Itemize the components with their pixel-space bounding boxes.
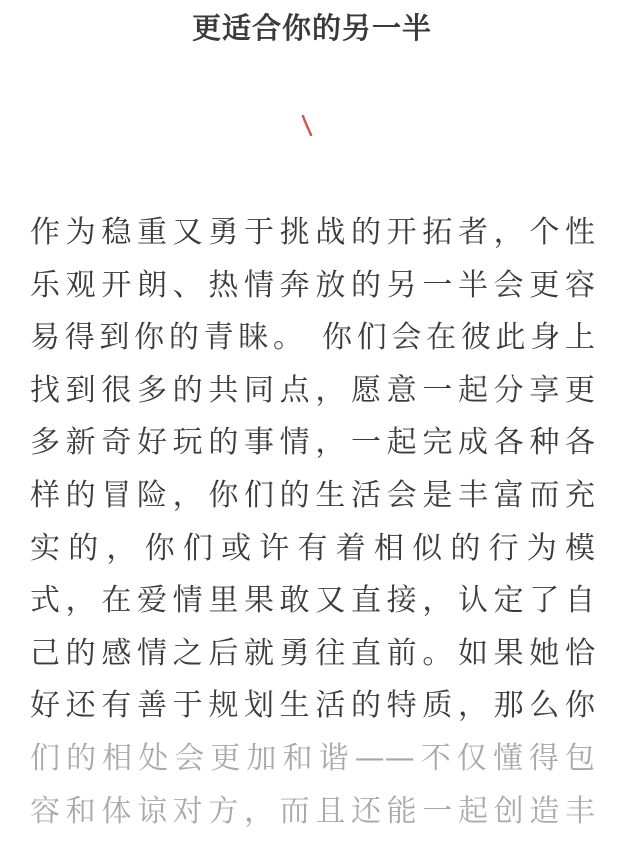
paragraph-line: 好还有善于规划生活的特质，那么你 bbox=[30, 688, 595, 724]
paragraph-line: 式，在爱情里果敢又直接，认定了自 bbox=[30, 583, 595, 619]
paragraph-line: 作为稳重又勇于挑战的开拓者，个性 bbox=[30, 215, 595, 250]
red-stroke-mark bbox=[300, 114, 314, 138]
paragraph-line: 容和体谅对方，而且还能一起创造丰 bbox=[30, 793, 595, 829]
paragraph-line: 样的冒险，你们的生活会是丰富而充 bbox=[30, 477, 595, 513]
paragraph-line: 们的相处会更加和谐——不仅懂得包 bbox=[30, 740, 595, 776]
paragraph-line: 易得到你的青睐。 你们会在彼此身上 bbox=[30, 320, 595, 356]
paragraph-line: 多新奇好玩的事情，一起完成各种各 bbox=[30, 425, 595, 461]
article-paragraph bbox=[30, 207, 595, 838]
article-title: 更适合你的另一半 bbox=[191, 11, 432, 45]
paragraph-line: 己的感情之后就勇往直前。如果她恰 bbox=[30, 635, 595, 671]
paragraph-line: 找到很多的共同点，愿意一起分享更 bbox=[30, 372, 595, 408]
paragraph-line: 实的，你们或许有着相似的行为模 bbox=[30, 530, 595, 566]
paragraph-line: 乐观开朗、热情奔放的另一半会更容 bbox=[30, 267, 595, 303]
